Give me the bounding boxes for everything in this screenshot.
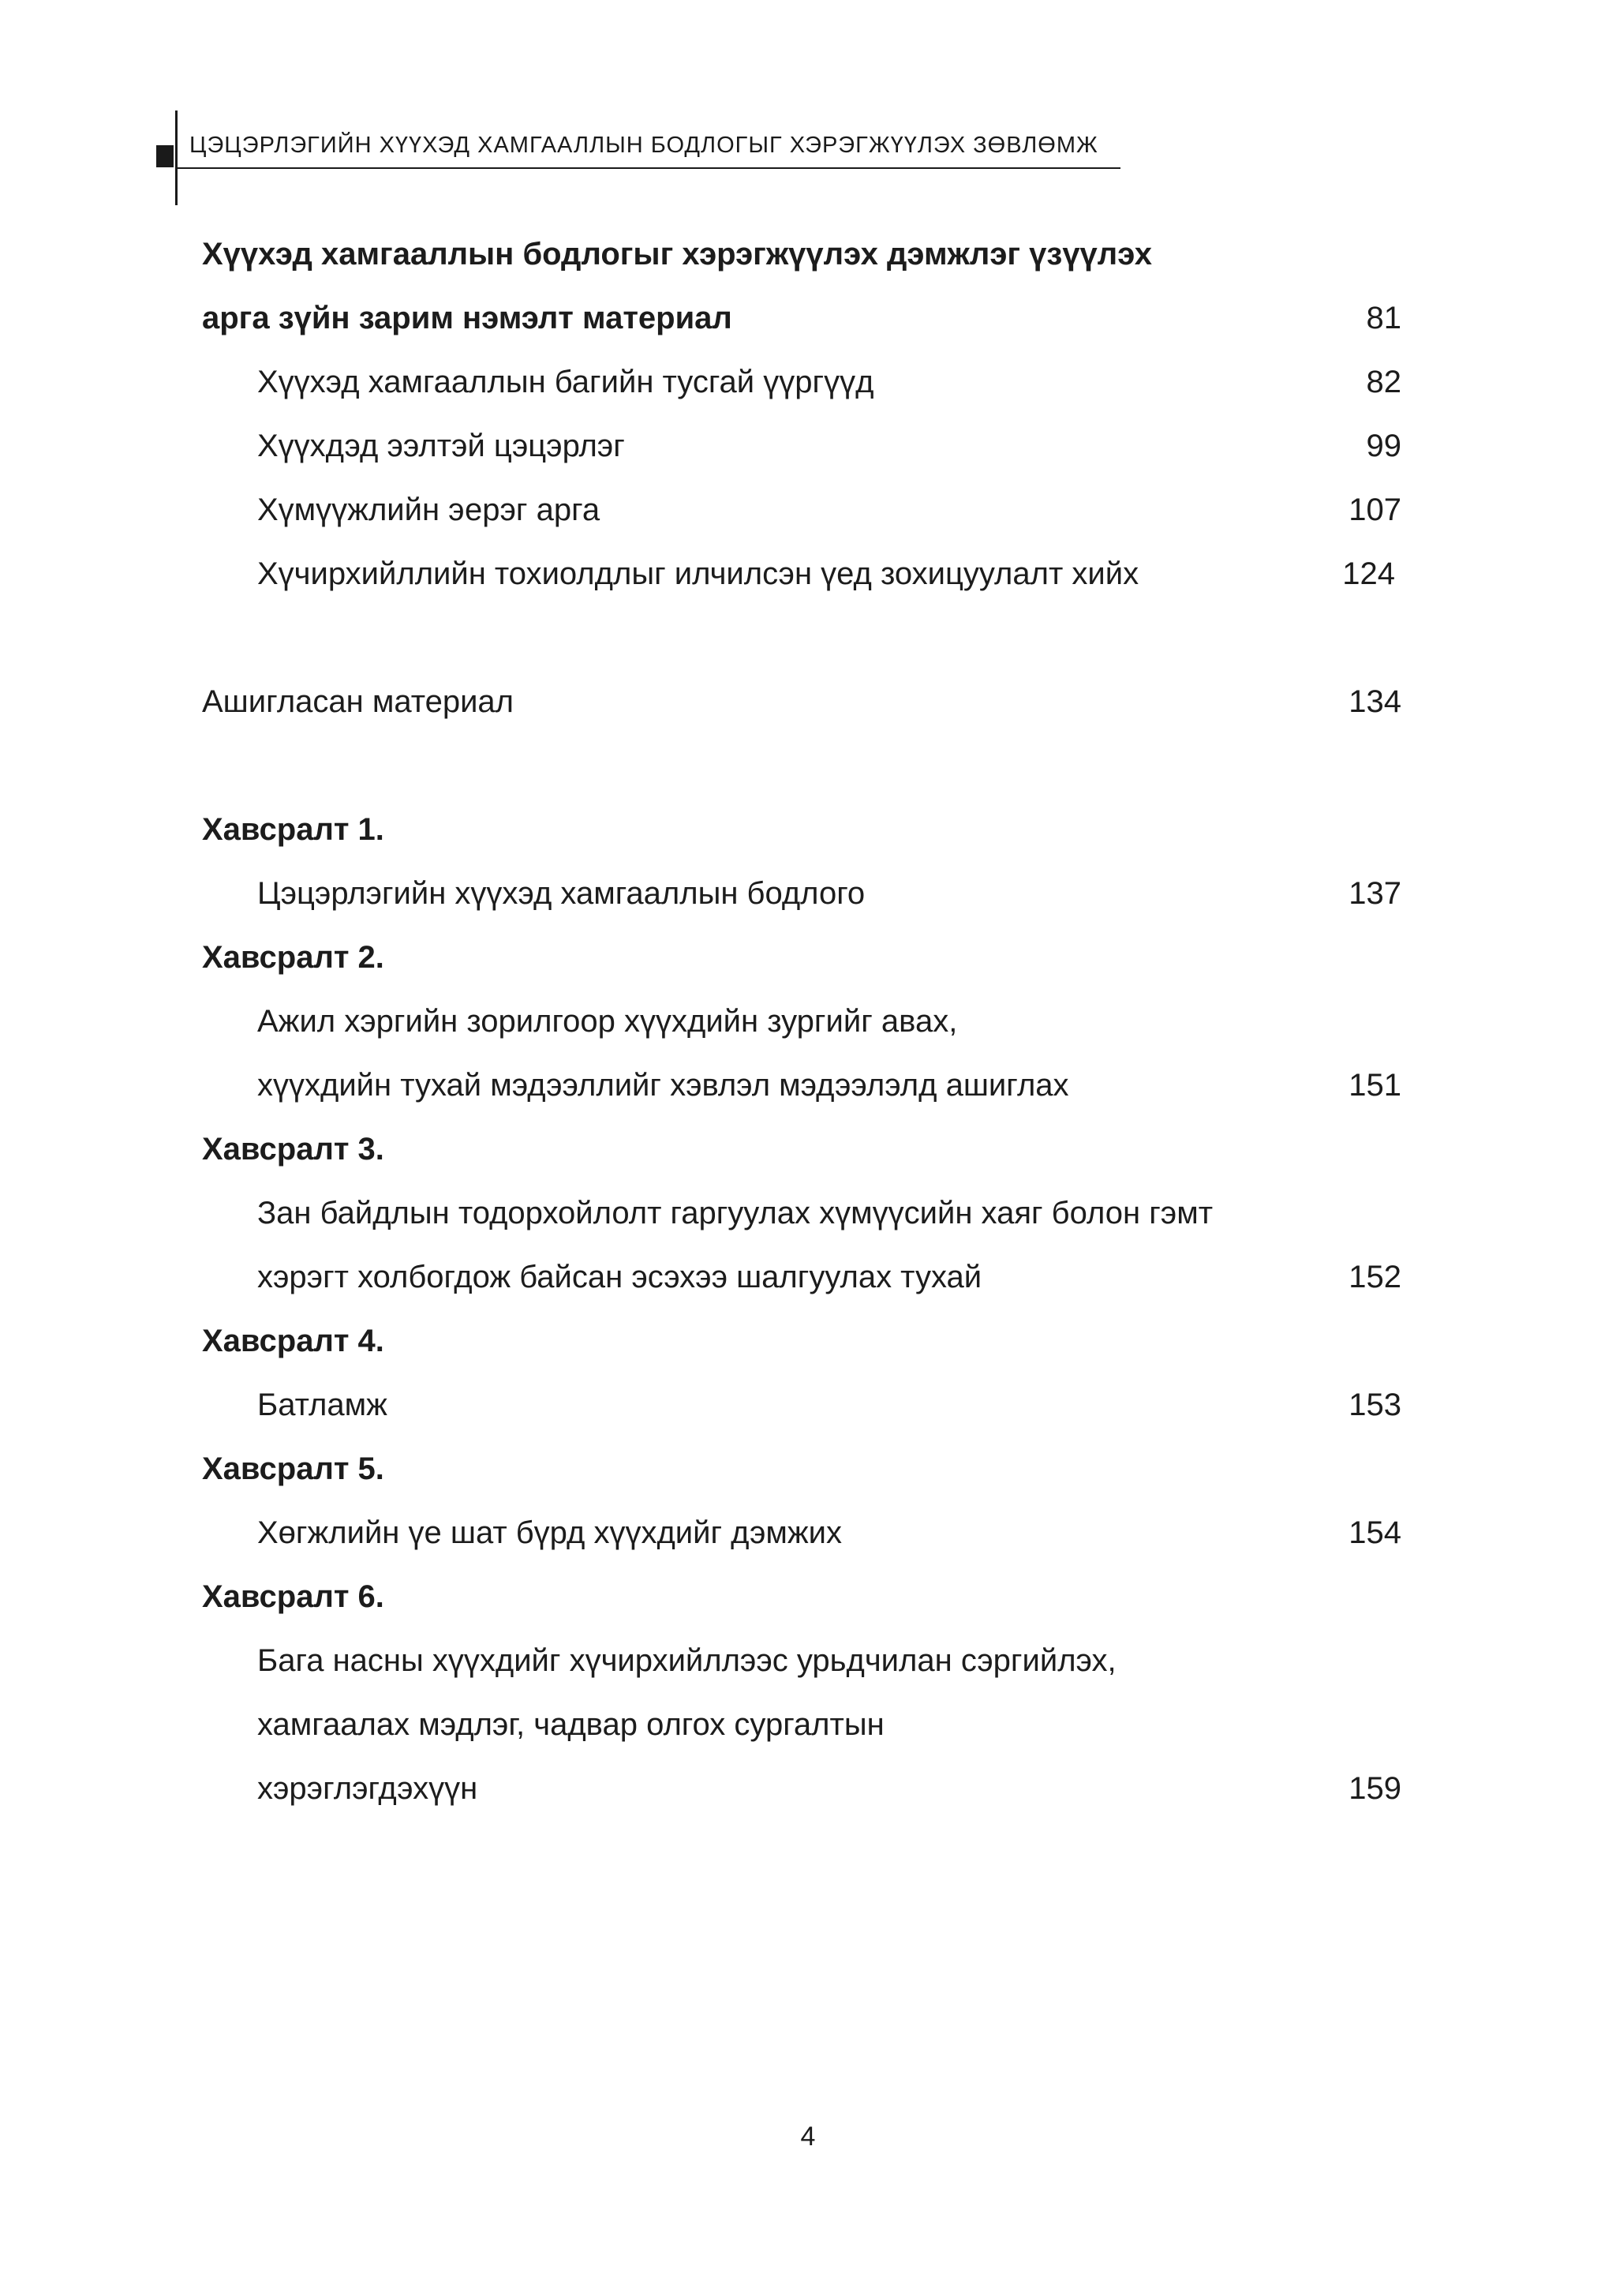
toc-page-number: 152 [1349,1260,1401,1294]
header-horizontal-rule [175,167,1120,169]
toc-entry-line: Бага насны хүүхдийг хүчирхийллээс урьдчилан сэргийлэх, [257,1643,1117,1678]
toc-spacer [202,606,1401,670]
toc-entry-references: Ашигласан материал 134 [202,670,1401,734]
toc-entry-line: хамгаалах мэдлэг, чадвар олгох сургалтын [257,1707,885,1742]
toc-page-number: 99 [1366,429,1401,463]
toc-entry: Цэцэрлэгийн хүүхэд хамгааллын бодлого 137 [202,862,1401,926]
table-of-contents [202,223,1401,1821]
toc-spacer [202,734,1401,798]
running-header [0,0,1616,213]
toc-entry: Хүүхдэд ээлтэй цэцэрлэг 99 [202,414,1401,478]
toc-entry: хэрэгт холбогдож байсан эсэхээ шалгуулах тухай 152 [202,1245,1401,1309]
toc-entry: Хүчирхийллийн тохиолдлыг илчилсэн үед зохицуулалт хийх 124 [202,542,1401,606]
toc-entry: хүүхдийн тухай мэдээллийг хэвлэл мэдээлэлд ашиглах 151 [202,1054,1401,1118]
toc-entry: Хүүхэд хамгааллын багийн тусгай үүргүүд 82 [202,350,1401,414]
toc-page-number: 153 [1349,1388,1401,1422]
toc-page-number: 159 [1349,1771,1401,1806]
toc-page-number: 151 [1349,1068,1401,1103]
appendix-heading: Хавсралт 6. [202,1579,384,1614]
appendix-heading: Хавсралт 2. [202,940,384,975]
toc-page-number: 107 [1349,493,1401,527]
toc-page-number: 137 [1349,876,1401,911]
appendix-heading: Хавсралт 5. [202,1451,384,1486]
toc-section-title-line2: арга зүйн зарим нэмэлт материал 81 [202,287,1401,350]
toc-entry: Хүмүүжлийн эерэг арга 107 [202,478,1401,542]
header-vertical-rule [175,110,178,205]
appendix-heading: Хавсралт 4. [202,1324,384,1358]
toc-entry-line: Зан байдлын тодорхойлолт гаргуулах хүмүүсийн хаяг болон гэмт [257,1196,1214,1230]
appendix-heading: Хавсралт 3. [202,1132,384,1167]
toc-page-number: 134 [1349,684,1401,719]
page-number: 4 [800,2122,816,2152]
toc-page-number: 81 [1366,301,1401,335]
toc-entry: Хөгжлийн үе шат бүрд хүүхдийг дэмжих 154 [202,1501,1401,1565]
toc-page-number: 82 [1366,365,1401,399]
toc-section-title-line1: Хүүхэд хамгааллын бодлогыг хэрэгжүүлэх дэмжлэг үзүүлэх [202,237,1153,272]
toc-entry-line: Ажил хэргийн зорилгоор хүүхдийн зургийг авах, [257,1004,958,1039]
toc-page-number: 124 [1342,556,1395,591]
toc-entry: хэрэглэгдэхүүн 159 [202,1757,1401,1821]
toc-entry: Батламж 153 [202,1373,1401,1437]
header-title: ЦЭЦЭРЛЭГИЙН ХҮҮХЭД ХАМГААЛЛЫН БОДЛОГЫГ ХЭРЭГЖҮҮЛЭХ ЗӨВЛӨМЖ [189,133,1098,158]
header-square-mark [156,145,174,167]
appendix-heading: Хавсралт 1. [202,812,384,847]
toc-page-number: 154 [1349,1515,1401,1550]
